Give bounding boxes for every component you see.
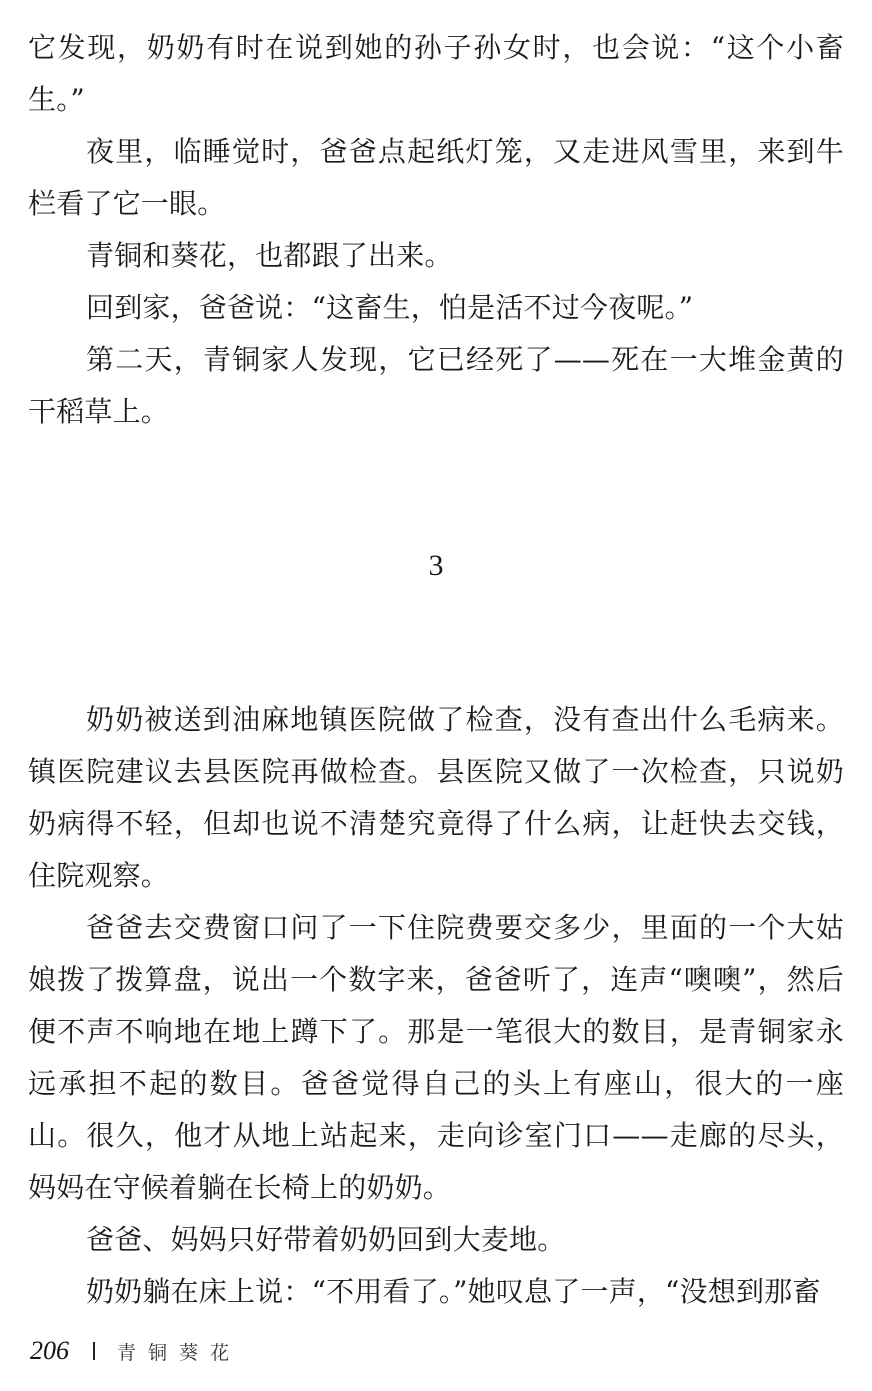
page-number: 206: [30, 1336, 69, 1365]
paragraph: 爸爸去交费窗口问了一下住院费要交多少，里面的一个大姑娘拨了拨算盘，说出一个数字来，爸爸听了，连声“噢噢”，然后便不声不响地在地上蹲下了。那是一笔很大的数目，是青铜家永远承担不起的数目。爸爸觉得自己的头上有座山，很大的一座山。很久，他才从地上站起来，走向诊室门口——走廊的尽头，妈妈在守候着躺在长椅上的奶奶。: [28, 911, 844, 1204]
section-number-heading: 3: [428, 549, 444, 582]
paragraph: 它发现，奶奶有时在说到她的孙子孙女时，也会说：“这个小畜生。”: [28, 31, 844, 116]
paragraph: 奶奶躺在床上说：“不用看了。”她叹息了一声，“没想到那畜: [86, 1275, 821, 1308]
running-book-title: 青铜葵花: [117, 1341, 242, 1364]
paragraph: 爸爸、妈妈只好带着奶奶回到大麦地。: [86, 1223, 566, 1256]
paragraph: 夜里，临睡觉时，爸爸点起纸灯笼，又走进风雪里，来到牛栏看了它一眼。: [28, 135, 844, 220]
paragraph: 第二天，青铜家人发现，它已经死了——死在一大堆金黄的干稻草上。: [28, 343, 844, 428]
paragraph: 奶奶被送到油麻地镇医院做了检查，没有查出什么毛病来。镇医院建议去县医院再做检查。县医院又做了一次检查，只说奶奶病得不轻，但却也说不清楚究竟得了什么病，让赶快去交钱，住院观察。: [28, 703, 844, 892]
book-page-body: [28, 22, 844, 1318]
footer-divider: [93, 1342, 95, 1360]
paragraph: 回到家，爸爸说：“这畜生，怕是活不过今夜呢。”: [86, 291, 694, 324]
paragraph: 青铜和葵花，也都跟了出来。: [86, 239, 453, 272]
page-footer: [30, 1334, 241, 1368]
